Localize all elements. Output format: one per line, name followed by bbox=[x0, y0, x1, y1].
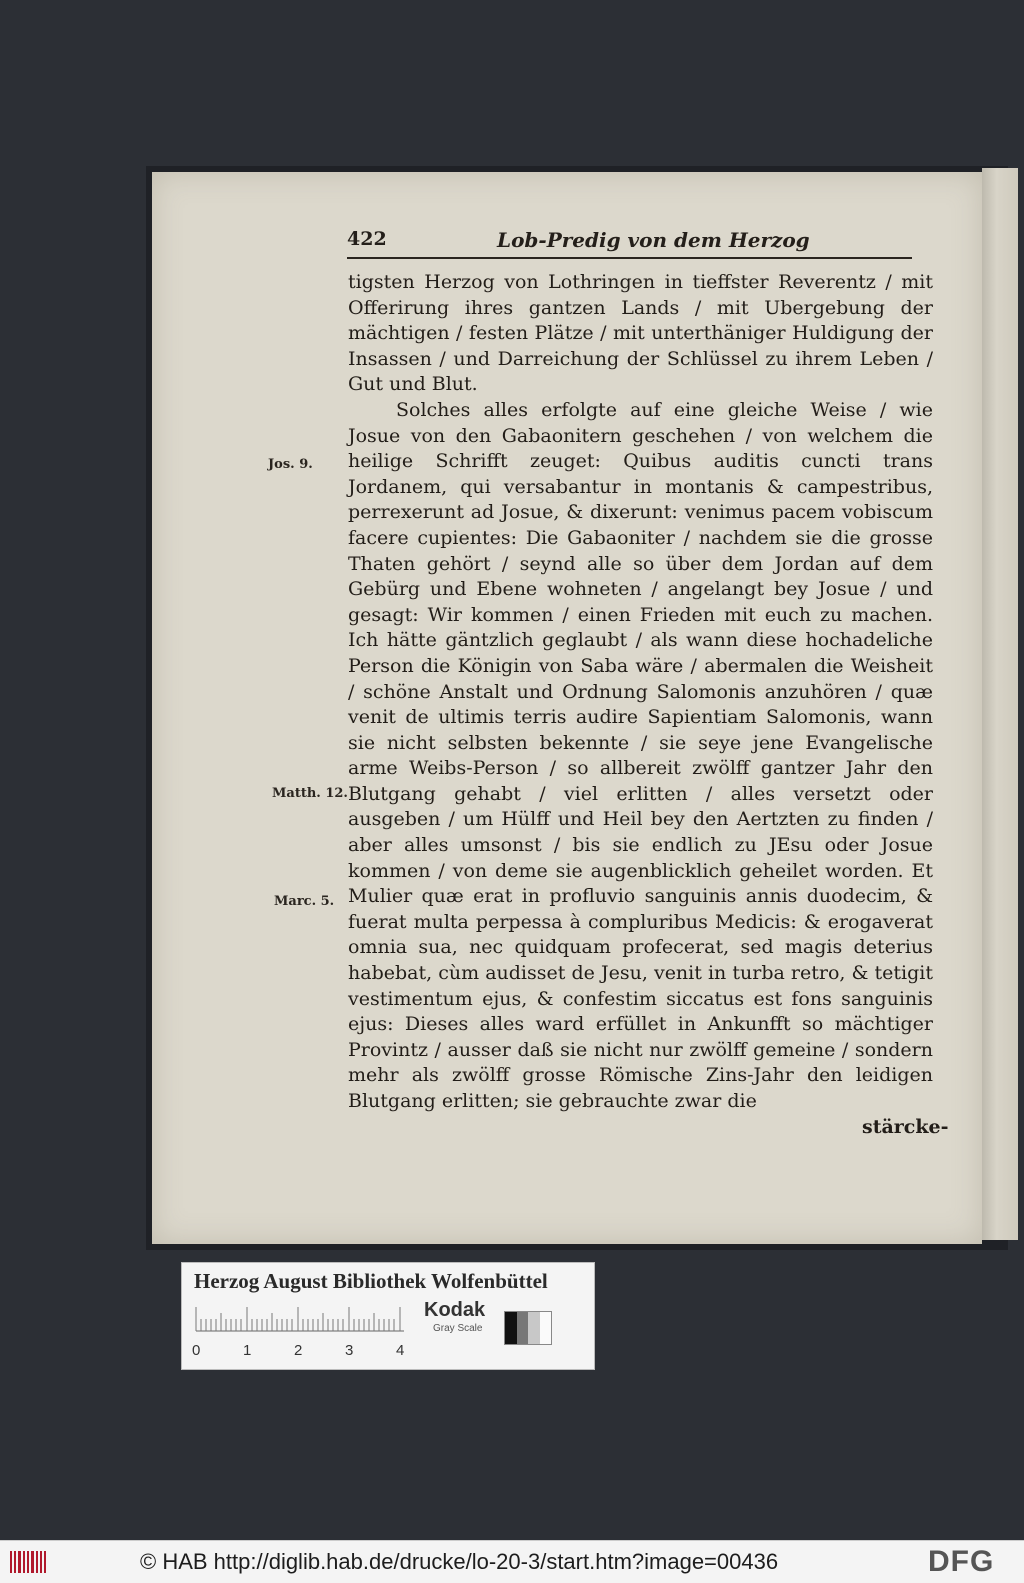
dfg-logo: DFG bbox=[928, 1545, 995, 1578]
margin-note-marc: Marc. 5. bbox=[274, 894, 335, 909]
header-rule bbox=[347, 257, 912, 259]
gray-scale-swatch bbox=[504, 1311, 552, 1345]
scanned-page bbox=[152, 172, 982, 1244]
margin-note-jos: Jos. 9. bbox=[268, 457, 313, 472]
kodak-subtitle: Gray Scale bbox=[433, 1323, 483, 1334]
kodak-brand: Kodak bbox=[424, 1299, 486, 1321]
ruler-tick-label: 0 bbox=[192, 1342, 201, 1359]
catchword: stärcke- bbox=[862, 1116, 949, 1138]
ruler-tick-label: 4 bbox=[396, 1342, 405, 1359]
paragraph: tigsten Herzog von Lothringen in tieffster Reverentz / mit Offerirung ihres gantzen Lands / mit Ubergebung der mächtigen / festen Plätze / mit unterthäniger Huldigung der Insassen / und Darreichung der Schlüssel zu ihrem Leben / Gut und Blut. bbox=[348, 271, 933, 396]
library-name: Herzog August Bibliothek Wolfenbüttel bbox=[194, 1269, 548, 1293]
ruler-tick-label: 2 bbox=[294, 1342, 303, 1359]
footer-bar bbox=[0, 1540, 1024, 1583]
page-number: 422 bbox=[347, 228, 387, 250]
running-head: Lob-Predig von dem Herzog bbox=[497, 228, 810, 252]
paragraph: Solches alles erfolgte auf eine gleiche Weise / wie Josue von den Gabaonitern geschehen / von welchem die heilige Schrifft zeuget: Quibus auditis cuncti trans Jordanem, qui versabantur in montanis & campestribus, perrexerunt ad Josue, & dixerunt: venimus pacem vobiscum facere cupientes: Die Gabaoniter / nachdem sie die grosse Thaten gehört / seynd alle so über dem Jordan auf dem Gebürg und Ebene wohneten / angelangt bey Josue / und gesagt: Wir kommen / einen Frieden mit euch zu machen. Ich hätte gäntzlich geglaubt / als wann diese hochadeliche Person die Königin von Saba wäre / abermalen die Weisheit / schöne Anstalt und Ordnung Salomonis anzuhören / quæ venit de ultimis terris audire Sapientiam Salomonis, wann sie nicht selbsten bekennte / sie seye jene Evangelische arme Weibs-Person / so allbereit zwölff gantzer Jahr den Blutgang gehabt / viel erlitten / alles versetzt oder ausgeben / um Hülff und Heil bey den Aertzten zu finden / aber alles umsonst / bis sie endlich zu JEsu oder Josue kommen / von deme sie augenblicklich geheilet worden. Et Mulier quæ erat in profluvio sanguinis annis duodecim, & fuerat multa perpessa à compluribus Medicis: & erogaverat omnia sua, nec quidquam profecerat, sed magis deterius habebat, cùm audisset de Jesu, venit in turba retro, & tetigit vestimentum ejus, & confestim siccatus est fons sanguinis ejus: Dieses alles ward erfüllet in Ankunfft so mächtiger Provintz / ausser daß sie nicht nur zwölff gemeine / sondern mehr als zwölff grosse Römische Zins-Jahr den leidigen Blutgang erlitten; sie gebrauchte zwar die bbox=[348, 398, 933, 1112]
body-text bbox=[348, 270, 933, 1115]
page-edge bbox=[982, 168, 1018, 1240]
margin-note-matth: Matth. 12. bbox=[272, 786, 348, 801]
color-scale-card bbox=[181, 1262, 595, 1370]
ruler-tick-label: 1 bbox=[243, 1342, 252, 1359]
ruler-tick-label: 3 bbox=[345, 1342, 354, 1359]
ruler bbox=[192, 1301, 407, 1363]
footer-credit-link[interactable]: © HAB http://diglib.hab.de/drucke/lo-20-3/start.htm?image=00436 bbox=[140, 1549, 779, 1574]
hab-logo-icon bbox=[8, 1547, 48, 1577]
